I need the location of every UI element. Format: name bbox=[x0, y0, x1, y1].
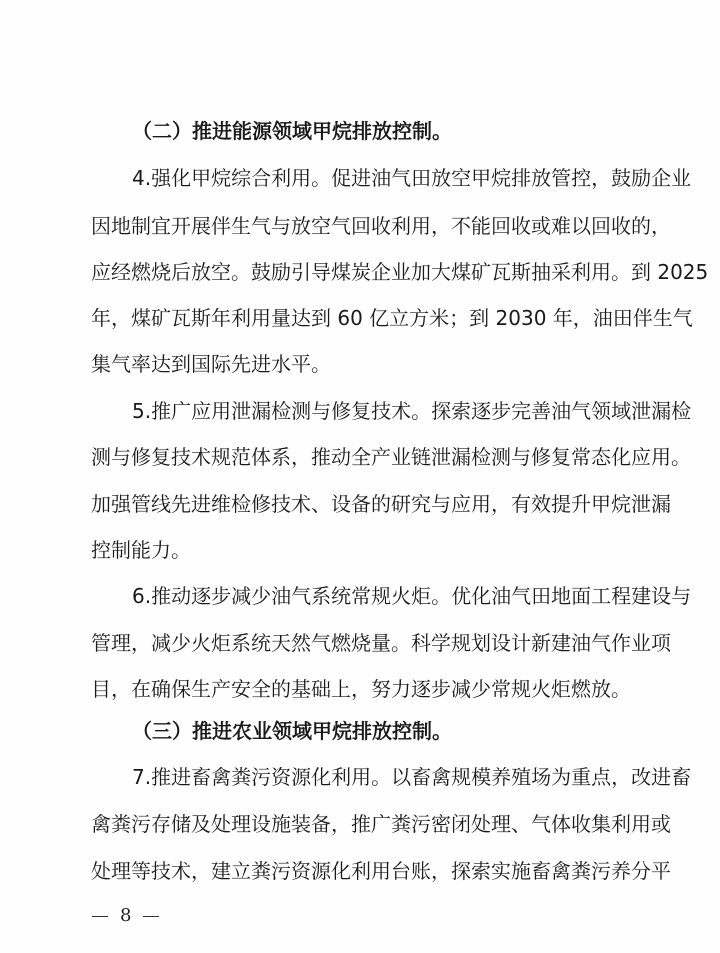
paragraph-5-line-4: 控制能力。 bbox=[91, 538, 191, 562]
paragraph-4-line-2: 因地制宜开展伴生气与放空气回收利用，不能回收或难以回收的， bbox=[91, 214, 671, 238]
paragraph-4-line-3: 应经燃烧后放空。鼓励引导煤炭企业加大煤矿瓦斯抽采利用。到 2025 bbox=[91, 260, 709, 284]
paragraph-7-line-3: 处理等技术，建立粪污资源化利用台账，探索实施畜禽粪污养分平 bbox=[91, 859, 671, 883]
paragraph-7-line-1: 7.推进畜禽粪污资源化利用。以畜禽规模养殖场为重点，改进畜 bbox=[132, 765, 692, 789]
paragraph-5-line-2: 测与修复技术规范体系，推动全产业链泄漏检测与修复常态化应用。 bbox=[91, 445, 691, 469]
paragraph-7-line-2: 禽粪污存储及处理设施装备，推广粪污密闭处理、气体收集利用或 bbox=[91, 812, 671, 836]
paragraph-5-line-3: 加强管线先进维检修技术、设备的研究与应用，有效提升甲烷泄漏 bbox=[91, 492, 671, 516]
paragraph-4-line-4: 年，煤矿瓦斯年利用量达到 60 亿立方米；到 2030 年，油田伴生气 bbox=[91, 306, 693, 330]
page-number: 8 bbox=[120, 905, 132, 926]
paragraph-4-line-1: 4.强化甲烷综合利用。促进油气田放空甲烷排放管控，鼓励企业 bbox=[132, 166, 692, 190]
paragraph-6-line-3: 目，在确保生产安全的基础上，努力逐步减少常规火炬燃放。 bbox=[91, 677, 631, 701]
section-heading-2: （二）推进能源领域甲烷排放控制。 bbox=[132, 119, 452, 143]
paragraph-5-line-1: 5.推广应用泄漏检测与修复技术。探索逐步完善油气领域泄漏检 bbox=[132, 399, 692, 423]
paragraph-6-line-1: 6.推动逐步减少油气系统常规火炬。优化油气田地面工程建设与 bbox=[132, 584, 692, 608]
paragraph-6-line-2: 管理，减少火炬系统天然气燃烧量。科学规划设计新建油气作业项 bbox=[91, 631, 671, 655]
footer-dash-left bbox=[92, 916, 108, 917]
paragraph-4-line-5: 集气率达到国际先进水平。 bbox=[91, 352, 331, 376]
footer-dash-right bbox=[143, 916, 159, 917]
section-heading-3: （三）推进农业领域甲烷排放控制。 bbox=[132, 719, 452, 743]
page-footer bbox=[92, 904, 159, 928]
